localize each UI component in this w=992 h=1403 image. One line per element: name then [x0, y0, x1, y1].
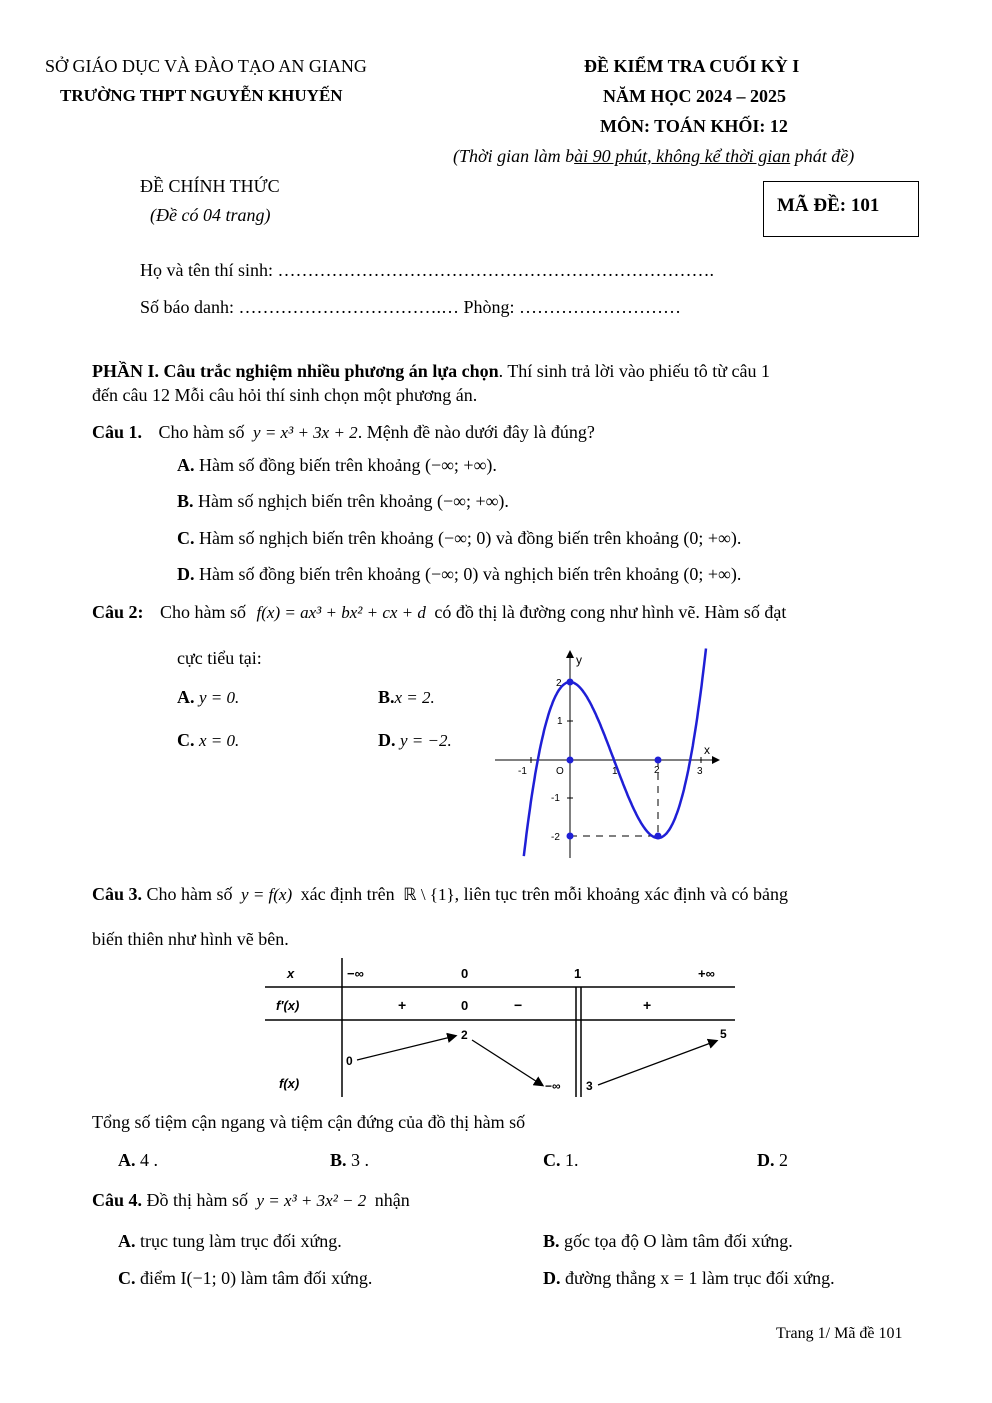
q3-question: Tổng số tiệm cận ngang và tiệm cận đứng của đồ thị hàm số [92, 1112, 526, 1132]
q3-domain: ℝ \ {1} [403, 885, 455, 904]
q2-option-c[interactable] [177, 730, 239, 751]
arrow-down [472, 1040, 542, 1085]
q1-option-d[interactable] [177, 564, 741, 585]
q2-option-d[interactable] [378, 730, 452, 751]
tick-label-y1: 1 [557, 716, 563, 727]
q3-option-b-text: 3 . [351, 1150, 370, 1170]
q3-option-c-text: 1. [565, 1150, 579, 1170]
q2-option-b-text: x = 2. [394, 688, 435, 707]
q1-option-a-key: A. [177, 455, 195, 475]
tick-label-xm1: -1 [518, 766, 527, 777]
table-f-val-neg-inf: −∞ [545, 1079, 561, 1093]
time-note [453, 146, 854, 167]
q4-pre: Đồ thị hàm số [146, 1190, 249, 1210]
page-count: (Đề có 04 trang) [150, 205, 271, 225]
q4-formula: y = x³ + 3x² − 2 [256, 1191, 367, 1210]
y-axis-label: y [576, 653, 582, 667]
tick-label-x3: 3 [697, 766, 703, 777]
student-name-field[interactable]: Họ và tên thí sinh: ………………………………………………………………. [140, 260, 714, 280]
q3-option-b-key: B. [330, 1150, 347, 1170]
q4-option-d-text: đường thẳng x = 1 làm trục đối xứng. [565, 1268, 835, 1288]
q2-option-b[interactable] [378, 687, 435, 708]
point-2-m2 [655, 833, 662, 840]
table-f-val-5: 5 [720, 1027, 727, 1041]
q3-option-a[interactable] [118, 1150, 158, 1171]
official-label: ĐỀ CHÍNH THỨC [140, 176, 280, 196]
q2-stem-line2: cực tiểu tại: [177, 648, 262, 668]
q1-option-b[interactable] [177, 491, 509, 512]
table-sign-2: − [514, 997, 523, 1013]
q1-option-a-text: Hàm số đồng biến trên khoảng (−∞; +∞). [199, 455, 497, 475]
part1-heading [92, 361, 770, 382]
q3-mid: xác định trên [300, 884, 395, 904]
department-name: SỞ GIÁO DỤC VÀ ĐÀO TẠO AN GIANG [45, 56, 367, 76]
q4-stem [92, 1190, 410, 1211]
q3-label: Câu 3. [92, 884, 143, 904]
table-x-val-pos-inf: +∞ [698, 966, 715, 981]
q1-option-c-text: Hàm số nghịch biến trên khoảng (−∞; 0) và đồng biến trên khoảng (0; +∞). [199, 528, 742, 548]
q2-post: có đồ thị là đường cong như hình vẽ. Hàm số đạt [434, 602, 787, 622]
q2-graph [490, 640, 730, 865]
q3-option-c-key: C. [543, 1150, 561, 1170]
q1-option-d-key: D. [177, 564, 195, 584]
time-note-underlined: ài 90 phút, không kể thời gian [574, 146, 791, 166]
q2-option-a-key: A. [177, 687, 195, 707]
table-f-val-2: 2 [461, 1028, 468, 1042]
q1-option-b-key: B. [177, 491, 194, 511]
q4-option-d[interactable] [543, 1268, 835, 1289]
cubic-curve [524, 649, 706, 857]
q2-option-a-text: y = 0. [199, 688, 240, 707]
tick-label-x1: 1 [612, 766, 618, 777]
part1-title: PHẦN I. Câu trắc nghiệm nhiều phương án lựa chọn [92, 361, 499, 381]
table-sign-1: + [398, 997, 407, 1013]
q2-option-c-key: C. [177, 730, 195, 750]
q3-formula: y = f(x) [241, 885, 293, 904]
q4-option-c-text: điểm I(−1; 0) làm tâm đối xứng. [140, 1268, 373, 1288]
q3-option-a-text: 4 . [140, 1150, 158, 1170]
table-fprime-header: f′(x) [276, 998, 300, 1013]
q1-post: . Mệnh đề nào dưới đây là đúng? [357, 422, 595, 442]
x-axis-label: x [704, 743, 710, 757]
table-x-val-0: 0 [461, 966, 469, 981]
school-year: NĂM HỌC 2024 – 2025 [603, 86, 786, 106]
table-f-header: f(x) [279, 1076, 300, 1091]
q3-stem [92, 884, 788, 905]
time-note-part: (Thời gian làm b [453, 146, 575, 166]
q1-option-d-text: Hàm số đồng biến trên khoảng (−∞; 0) và nghịch biến trên khoảng (0; +∞). [199, 564, 742, 584]
q1-option-c[interactable] [177, 528, 741, 549]
q2-option-d-text: y = −2. [400, 731, 452, 750]
q2-formula: f(x) = ax³ + bx² + cx + d [256, 603, 426, 622]
q4-post: nhận [374, 1190, 410, 1210]
q1-option-c-key: C. [177, 528, 195, 548]
q3-option-d[interactable] [757, 1150, 788, 1171]
q1-label: Câu 1. [92, 422, 143, 442]
exam-code-box [763, 181, 919, 237]
q2-option-d-key: D. [378, 730, 396, 750]
q3-pre: Cho hàm số [146, 884, 233, 904]
q4-option-c[interactable] [118, 1268, 372, 1289]
point-2-0 [655, 757, 662, 764]
q4-option-a[interactable] [118, 1231, 342, 1252]
table-x-val-1: 1 [574, 966, 582, 981]
q4-label: Câu 4. [92, 1190, 143, 1210]
q4-option-a-text: trục tung làm trục đối xứng. [140, 1231, 342, 1251]
point-0-2 [567, 679, 574, 686]
student-id-field[interactable]: Số báo danh: …………………………….… Phòng: ……………………… [140, 297, 682, 317]
subject: MÔN: TOÁN KHỐI: 12 [600, 116, 788, 136]
table-f-val-0: 0 [346, 1054, 353, 1068]
page-footer: Trang 1/ Mã đề 101 [776, 1325, 903, 1342]
tick-label-ym1: -1 [551, 793, 560, 804]
q2-option-b-key: B. [378, 687, 395, 707]
table-f-val-3: 3 [586, 1079, 593, 1093]
q3-post: , liên tục trên mỗi khoảng xác định và có bảng [454, 884, 789, 904]
part1-desc: . Thí sinh trả lời vào phiếu tô từ câu 1 [498, 361, 771, 381]
q1-stem [92, 422, 595, 443]
q3-option-b[interactable] [330, 1150, 369, 1171]
arrow-up-1 [357, 1036, 455, 1060]
q4-option-a-key: A. [118, 1231, 136, 1251]
q4-option-b[interactable] [543, 1231, 793, 1252]
q1-option-b-text: Hàm số nghịch biến trên khoảng (−∞; +∞). [198, 491, 509, 511]
exam-title: ĐỀ KIỂM TRA CUỐI KỲ I [584, 56, 800, 76]
q3-option-d-text: 2 [779, 1150, 788, 1170]
q2-option-c-text: x = 0. [199, 731, 240, 750]
q4-option-d-key: D. [543, 1268, 561, 1288]
q3-option-d-key: D. [757, 1150, 775, 1170]
q1-pre: Cho hàm số [158, 422, 245, 442]
q4-option-b-key: B. [543, 1231, 560, 1251]
q3-option-a-key: A. [118, 1150, 136, 1170]
tick-label-y2: 2 [556, 678, 562, 689]
q3-stem-line2: biến thiên như hình vẽ bên. [92, 929, 289, 949]
arrow-up-2 [598, 1041, 716, 1085]
q4-option-b-text: gốc tọa độ O làm tâm đối xứng. [564, 1231, 793, 1251]
tick-label-origin: O [556, 766, 564, 777]
q3-option-c[interactable] [543, 1150, 579, 1171]
point-0-m2 [567, 833, 574, 840]
table-sign-zero: 0 [461, 998, 469, 1013]
table-sign-3: + [643, 997, 652, 1013]
q1-option-a[interactable] [177, 455, 497, 476]
q1-formula: y = x³ + 3x + 2 [253, 423, 358, 442]
table-x-val-neg-inf: −∞ [347, 966, 364, 981]
variation-table [260, 955, 750, 1100]
point-origin [567, 757, 574, 764]
q2-pre: Cho hàm số [160, 602, 247, 622]
part1-desc-line2: đến câu 12 Mỗi câu hỏi thí sinh chọn một phương án. [92, 385, 478, 405]
q2-option-a[interactable] [177, 687, 239, 708]
exam-code: MÃ ĐỀ: 101 [777, 195, 880, 216]
q4-option-c-key: C. [118, 1268, 136, 1288]
school-name: TRƯỜNG THPT NGUYỄN KHUYẾN [60, 86, 343, 105]
tick-label-ym2: -2 [551, 832, 560, 843]
q2-label: Câu 2: [92, 602, 144, 622]
tick-label-x2: 2 [654, 765, 660, 776]
time-note-part: phát đề) [790, 146, 855, 166]
q2-stem [92, 602, 786, 623]
table-x-header: x [287, 966, 295, 981]
